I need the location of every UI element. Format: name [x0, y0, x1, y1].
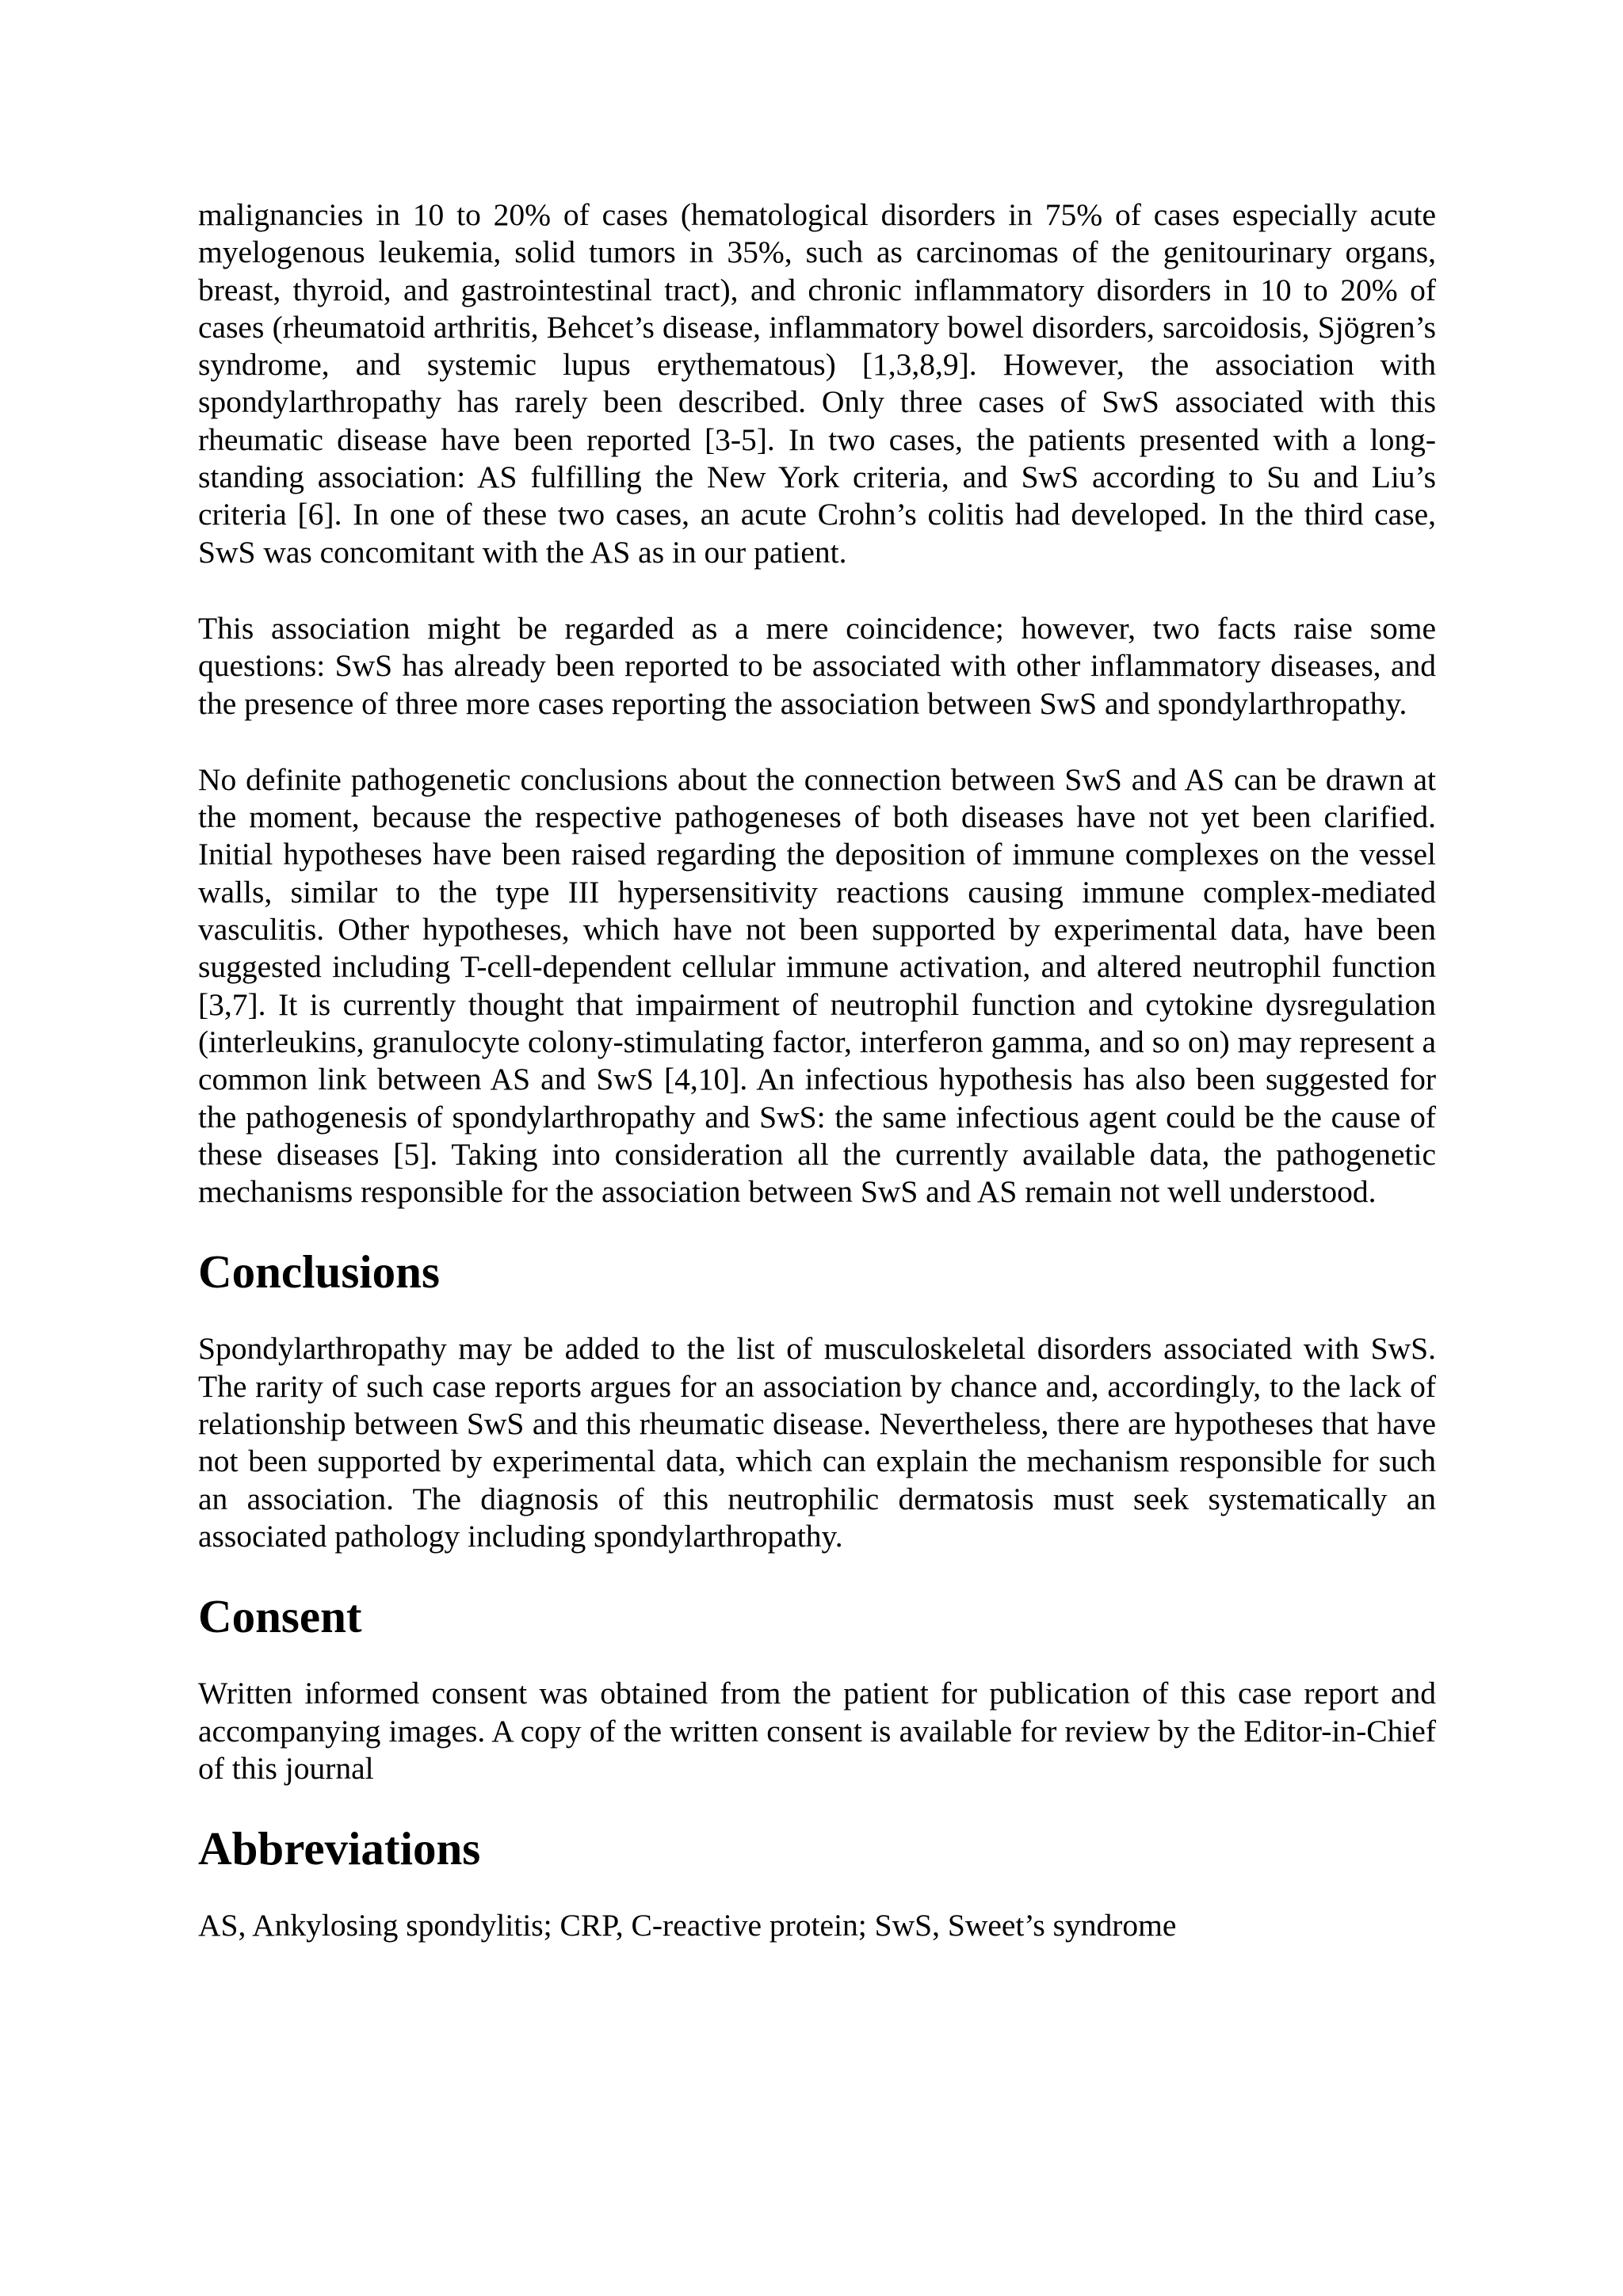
consent-section — [198, 1590, 1436, 1787]
body-paragraph-3: No definite pathogenetic conclusions about the connection between SwS and AS can be drawn at the moment, because the respective pathogeneses of both diseases have not yet been clarified. Initial hypotheses have been raised regarding the deposition of immune complexes on the vessel walls, similar to the type III hypersensitivity reactions causing immune complex-mediated vasculitis. Other hypotheses, which have not been supported by experimental data, have been suggested including T-cell-dependent cellular immune activation, and altered neutrophil function [3,7]. It is currently thought that impairment of neutrophil function and cytokine dysregulation (interleukins, granulocyte colony-stimulating factor, interferon gamma, and so on) may represent a common link between AS and SwS [4,10]. An infectious hypothesis has also been suggested for the pathogenesis of spondylarthropathy and SwS: the same infectious agent could be the cause of these diseases [5]. Taking into consideration all the currently available data, the pathogenetic mechanisms responsible for the association between SwS and AS remain not well understood. — [198, 761, 1436, 1210]
abbreviations-section — [198, 1822, 1436, 1944]
conclusions-section — [198, 1245, 1436, 1555]
abbreviations-text: AS, Ankylosing spondylitis; CRP, C-reactive protein; SwS, Sweet’s syndrome — [198, 1908, 1177, 1943]
consent-text: Written informed consent was obtained from the patient for publication of this case report and accompanying images. A copy of the written consent is available for review by the Editor-in-Chief of this journal — [198, 1676, 1436, 1786]
conclusions-text: Spondylarthropathy may be added to the list of musculoskeletal disorders associated with SwS. The rarity of such case reports argues for an association by chance and, accordingly, to the lack of relationship between SwS and this rheumatic disease. Nevertheless, there are hypotheses that have not been supported by experimental data, which can explain the mechanism responsible for such an association. The diagnosis of this neutrophilic dermatosis must seek systematically an associated pathology including spondylarthropathy. — [198, 1331, 1436, 1554]
body-paragraph-1: malignancies in 10 to 20% of cases (hematological disorders in 75% of cases especially acute myelogenous leukemia, solid tumors in 35%, such as carcinomas of the genitourinary organs, breast, thyroid, and gastrointestinal tract), and chronic inflammatory disorders in 10 to 20% of cases (rheumatoid arthritis, Behcet’s disease, inflammatory bowel disorders, sarcoidosis, Sjögren’s syndrome, and systemic lupus erythematous) [1,3,8,9]. However, the association with spondylarthropathy has rarely been described. Only three cases of SwS associated with this rheumatic disease have been reported [3-5]. In two cases, the patients presented with a long-standing association: AS fulfilling the New York criteria, and SwS according to Su and Liu’s criteria [6]. In one of these two cases, an acute Crohn’s colitis had developed. In the third case, SwS was concomitant with the AS as in our patient. — [198, 197, 1436, 570]
body-paragraph-2: This association might be regarded as a mere coincidence; however, two facts raise some questions: SwS has already been reported to be associated with other inflammatory diseases, and the presence of three more cases reporting the association between SwS and spondylarthropathy. — [198, 610, 1436, 721]
conclusions-heading: Conclusions — [198, 1245, 440, 1299]
abbreviations-heading: Abbreviations — [198, 1822, 481, 1875]
consent-heading: Consent — [198, 1590, 362, 1643]
article-body — [198, 196, 1436, 1983]
